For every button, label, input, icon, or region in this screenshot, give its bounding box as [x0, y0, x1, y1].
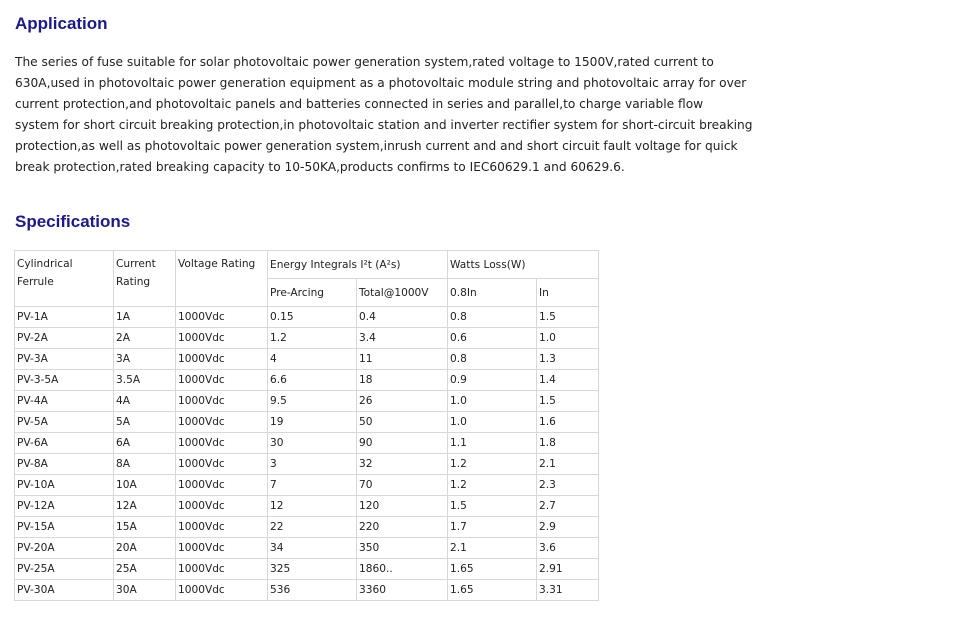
cell-watts-0-8in: 1.0	[448, 391, 537, 412]
cell-watts-0-8in: 0.8	[448, 307, 537, 328]
cell-watts-0-8in: 1.65	[448, 559, 537, 580]
header-voltage-rating: Voltage Rating	[176, 251, 268, 307]
table-row	[15, 370, 599, 391]
cell-voltage: 1000Vdc	[176, 433, 268, 454]
header-energy-integrals: Energy Integrals I²t (A²s)	[268, 251, 448, 279]
header-total-1000v: Total@1000V	[357, 279, 448, 307]
cell-ferrule: PV-10A	[15, 475, 114, 496]
table-row	[15, 559, 599, 580]
cell-total: 11	[357, 349, 448, 370]
cell-ferrule: PV-2A	[15, 328, 114, 349]
cell-ferrule: PV-12A	[15, 496, 114, 517]
cell-current: 3.5A	[114, 370, 176, 391]
cell-total: 1860..	[357, 559, 448, 580]
cell-pre-arcing: 3	[268, 454, 357, 475]
cell-ferrule: PV-20A	[15, 538, 114, 559]
cell-voltage: 1000Vdc	[176, 370, 268, 391]
cell-watts-0-8in: 1.5	[448, 496, 537, 517]
cell-current: 1A	[114, 307, 176, 328]
cell-ferrule: PV-3A	[15, 349, 114, 370]
cell-ferrule: PV-8A	[15, 454, 114, 475]
cell-watts-in: 2.91	[537, 559, 599, 580]
cell-watts-0-8in: 1.7	[448, 517, 537, 538]
table-row	[15, 517, 599, 538]
cell-voltage: 1000Vdc	[176, 391, 268, 412]
application-heading: Application	[15, 14, 108, 33]
cell-voltage: 1000Vdc	[176, 475, 268, 496]
cell-current: 25A	[114, 559, 176, 580]
header-cylindrical-ferrule: Cylindrical Ferrule	[15, 251, 114, 307]
table-row	[15, 454, 599, 475]
cell-ferrule: PV-30A	[15, 580, 114, 601]
cell-total: 3.4	[357, 328, 448, 349]
cell-watts-in: 2.9	[537, 517, 599, 538]
cell-watts-0-8in: 1.1	[448, 433, 537, 454]
cell-watts-0-8in: 1.0	[448, 412, 537, 433]
cell-ferrule: PV-3-5A	[15, 370, 114, 391]
cell-watts-0-8in: 0.9	[448, 370, 537, 391]
cell-watts-in: 2.3	[537, 475, 599, 496]
cell-watts-in: 1.4	[537, 370, 599, 391]
table-row	[15, 349, 599, 370]
cell-pre-arcing: 12	[268, 496, 357, 517]
table-row	[15, 538, 599, 559]
cell-watts-in: 2.1	[537, 454, 599, 475]
cell-pre-arcing: 0.15	[268, 307, 357, 328]
table-row	[15, 580, 599, 601]
cell-voltage: 1000Vdc	[176, 349, 268, 370]
cell-total: 220	[357, 517, 448, 538]
table-row	[15, 412, 599, 433]
cell-pre-arcing: 9.5	[268, 391, 357, 412]
header-pre-arcing: Pre-Arcing	[268, 279, 357, 307]
cell-watts-in: 1.3	[537, 349, 599, 370]
cell-voltage: 1000Vdc	[176, 559, 268, 580]
cell-voltage: 1000Vdc	[176, 307, 268, 328]
cell-pre-arcing: 4	[268, 349, 357, 370]
cell-watts-0-8in: 1.2	[448, 475, 537, 496]
cell-watts-in: 1.5	[537, 391, 599, 412]
cell-total: 32	[357, 454, 448, 475]
table-row	[15, 475, 599, 496]
table-row	[15, 496, 599, 517]
cell-ferrule: PV-6A	[15, 433, 114, 454]
cell-ferrule: PV-15A	[15, 517, 114, 538]
cell-watts-0-8in: 1.65	[448, 580, 537, 601]
cell-pre-arcing: 536	[268, 580, 357, 601]
cell-watts-in: 3.31	[537, 580, 599, 601]
cell-voltage: 1000Vdc	[176, 517, 268, 538]
cell-total: 50	[357, 412, 448, 433]
cell-watts-0-8in: 0.8	[448, 349, 537, 370]
cell-current: 20A	[114, 538, 176, 559]
cell-voltage: 1000Vdc	[176, 538, 268, 559]
header-0-8in: 0.8In	[448, 279, 537, 307]
cell-watts-in: 1.8	[537, 433, 599, 454]
cell-watts-in: 1.0	[537, 328, 599, 349]
cell-pre-arcing: 6.6	[268, 370, 357, 391]
cell-voltage: 1000Vdc	[176, 328, 268, 349]
header-watts-loss: Watts Loss(W)	[448, 251, 599, 279]
cell-total: 350	[357, 538, 448, 559]
cell-voltage: 1000Vdc	[176, 580, 268, 601]
cell-watts-in: 2.7	[537, 496, 599, 517]
table-row	[15, 391, 599, 412]
table-row	[15, 328, 599, 349]
cell-current: 5A	[114, 412, 176, 433]
cell-total: 26	[357, 391, 448, 412]
cell-total: 90	[357, 433, 448, 454]
cell-ferrule: PV-1A	[15, 307, 114, 328]
cell-total: 120	[357, 496, 448, 517]
cell-current: 6A	[114, 433, 176, 454]
cell-total: 0.4	[357, 307, 448, 328]
cell-watts-in: 1.5	[537, 307, 599, 328]
specifications-heading: Specifications	[15, 212, 131, 231]
cell-watts-in: 1.6	[537, 412, 599, 433]
cell-total: 3360	[357, 580, 448, 601]
cell-watts-0-8in: 0.6	[448, 328, 537, 349]
cell-pre-arcing: 34	[268, 538, 357, 559]
cell-current: 3A	[114, 349, 176, 370]
cell-total: 70	[357, 475, 448, 496]
cell-watts-0-8in: 1.2	[448, 454, 537, 475]
cell-current: 4A	[114, 391, 176, 412]
cell-ferrule: PV-5A	[15, 412, 114, 433]
cell-current: 15A	[114, 517, 176, 538]
cell-voltage: 1000Vdc	[176, 454, 268, 475]
cell-pre-arcing: 1.2	[268, 328, 357, 349]
table-row	[15, 307, 599, 328]
cell-current: 2A	[114, 328, 176, 349]
cell-pre-arcing: 7	[268, 475, 357, 496]
header-in: In	[537, 279, 599, 307]
cell-ferrule: PV-4A	[15, 391, 114, 412]
cell-pre-arcing: 19	[268, 412, 357, 433]
header-current-rating: Current Rating	[114, 251, 176, 307]
cell-current: 8A	[114, 454, 176, 475]
cell-current: 10A	[114, 475, 176, 496]
cell-pre-arcing: 22	[268, 517, 357, 538]
table-row	[15, 433, 599, 454]
specifications-table	[14, 250, 599, 601]
cell-watts-0-8in: 2.1	[448, 538, 537, 559]
cell-current: 30A	[114, 580, 176, 601]
cell-total: 18	[357, 370, 448, 391]
application-paragraph: The series of fuse suitable for solar photovoltaic power generation system,rated voltage to 1500V,rated current to 630A,used in photovoltaic power generation equipment as a photovoltaic module string and photovoltaic array for over current protection,and photovoltaic panels and batteries connected in series and parallel,to charge variable flow system for short circuit breaking protection,in photovoltaic station and inverter rectifier system for short-circuit breaking protection,as well as photovoltaic power generation system,inrush current and and short circuit fault voltage for quick break protection,rated breaking capacity to 10-50KA,products confirms to IEC60629.1 and 60629.6.	[15, 55, 753, 174]
cell-ferrule: PV-25A	[15, 559, 114, 580]
table-header-row	[15, 251, 599, 279]
cell-watts-in: 3.6	[537, 538, 599, 559]
cell-pre-arcing: 30	[268, 433, 357, 454]
cell-voltage: 1000Vdc	[176, 412, 268, 433]
cell-current: 12A	[114, 496, 176, 517]
cell-voltage: 1000Vdc	[176, 496, 268, 517]
cell-pre-arcing: 325	[268, 559, 357, 580]
